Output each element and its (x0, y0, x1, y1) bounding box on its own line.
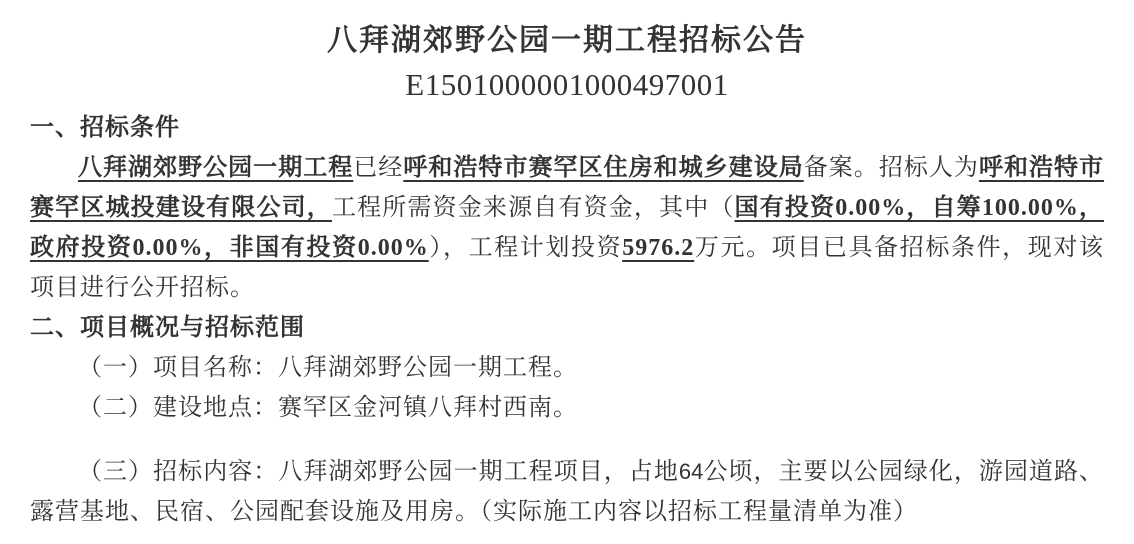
section2-heading: 二、项目概况与招标范围 (30, 315, 305, 341)
planned-investment-amount: 5976.2 (622, 235, 695, 261)
land-area-value: 64 (678, 459, 704, 484)
approval-authority-text: 呼和浩特市赛罕区住房和城乡建设局 (403, 155, 804, 181)
plain-text: ），工程计划投资 (428, 235, 623, 261)
item-construction-location: （二）建设地点：赛罕区金河镇八拜村西南。 (78, 395, 578, 421)
plain-text: 工程所需资金来源自有资金，其中（ (331, 195, 735, 221)
project-name-text: 八拜湖郊野公园一期工程 (78, 155, 354, 181)
tenderee-name-text: 呼和浩特市赛罕区城投建设有限公司， (30, 155, 1105, 221)
tender-content-text: （三）招标内容：八拜湖郊野公园一期工程项目，占地 (78, 459, 679, 485)
document-code: E1501000001000497001 (405, 67, 729, 102)
item-tender-content (30, 452, 1104, 532)
tender-conditions-paragraph (30, 148, 1104, 308)
plain-text: 备案。招标人为 (803, 155, 979, 181)
document-title: 八拜湖郊野公园一期工程招标公告 (327, 24, 807, 57)
item-project-name: （一）项目名称：八拜湖郊野公园一期工程。 (78, 355, 578, 381)
tender-content-text: 公顷，主要以公园绿化，游园道路、露营基地、民宿、公园配套设施及用房。（实际施工内容以招标工程量清单为准） (30, 459, 1105, 525)
plain-text: 已经 (353, 155, 404, 181)
funding-breakdown-text: 国有投资0.00%，自筹100.00%，政府投资0.00%，非国有投资0.00% (30, 195, 1105, 261)
section1-heading: 一、招标条件 (30, 115, 180, 141)
plain-text: 万元。项目已具备招标条件，现对该项目进行公开招标。 (30, 235, 1105, 301)
blank-line-spacer (30, 428, 1104, 452)
